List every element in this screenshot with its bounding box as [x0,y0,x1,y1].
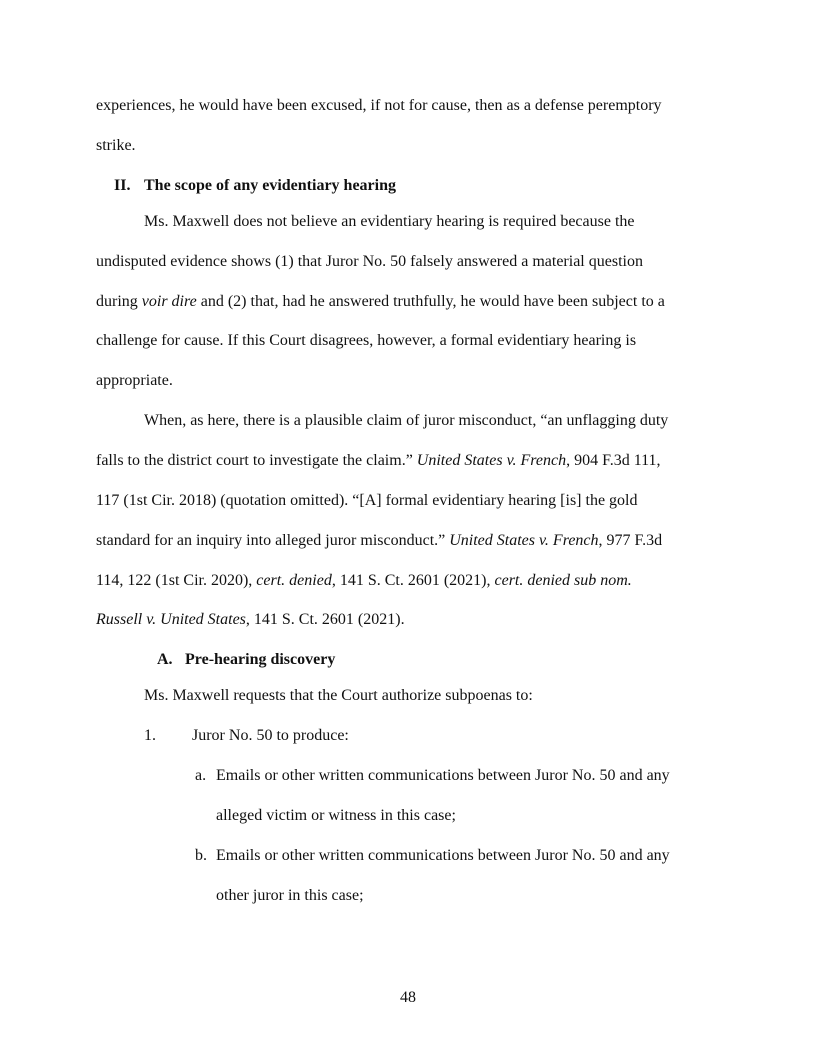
body-line: standard for an inquiry into alleged juror misconduct.” United States v. French, 977 F.3d [96,532,663,549]
case-citation: United States v. French [416,452,567,469]
italic-term: voir dire [141,293,197,310]
list-number: 1. [144,727,156,744]
sublist-marker: b. [195,847,207,864]
sublist-item-text: Emails or other written communications between Juror No. 50 and any [216,767,670,784]
body-line: When, as here, there is a plausible claim of juror misconduct, “an unflagging duty [144,412,669,429]
page-number: 48 [400,989,416,1006]
section-title: Pre-hearing discovery [185,651,336,668]
body-line: challenge for cause. If this Court disagrees, however, a formal evidentiary hearing is [96,332,637,349]
section-number: II. [114,177,131,194]
section-number: A. [157,651,173,668]
section-title: The scope of any evidentiary hearing [144,177,396,194]
body-line: during voir dire and (2) that, had he answered truthfully, he would have been subject to a [96,293,665,310]
body-line: Russell v. United States, 141 S. Ct. 2601 (2021). [96,611,405,628]
body-line: experiences, he would have been excused, if not for cause, then as a defense peremptory [96,97,662,114]
sublist-item-text: alleged victim or witness in this case; [216,807,456,824]
body-line: Ms. Maxwell requests that the Court authorize subpoenas to: [144,687,533,704]
sublist-item-text: Emails or other written communications between Juror No. 50 and any [216,847,670,864]
body-line: Ms. Maxwell does not believe an evidentiary hearing is required because the [144,213,635,230]
list-item-text: Juror No. 50 to produce: [192,727,349,744]
body-line: appropriate. [96,372,173,389]
sublist-item-text: other juror in this case; [216,887,364,904]
body-line: strike. [96,137,136,154]
case-citation: United States v. French [449,532,599,549]
citation-signal: cert. denied sub nom. [494,572,632,589]
body-line: 117 (1st Cir. 2018) (quotation omitted). “[A] formal evidentiary hearing [is] the gold [96,492,638,509]
sublist-marker: a. [195,767,207,784]
citation-signal: cert. denied [256,572,332,589]
body-line: 114, 122 (1st Cir. 2020), cert. denied, 141 S. Ct. 2601 (2021), cert. denied sub nom. [96,572,632,589]
body-line: undisputed evidence shows (1) that Juror No. 50 falsely answered a material question [96,253,643,270]
body-line: falls to the district court to investigate the claim.” United States v. French, 904 F.3d 111, [96,452,661,469]
case-citation: Russell v. United States [96,611,246,628]
